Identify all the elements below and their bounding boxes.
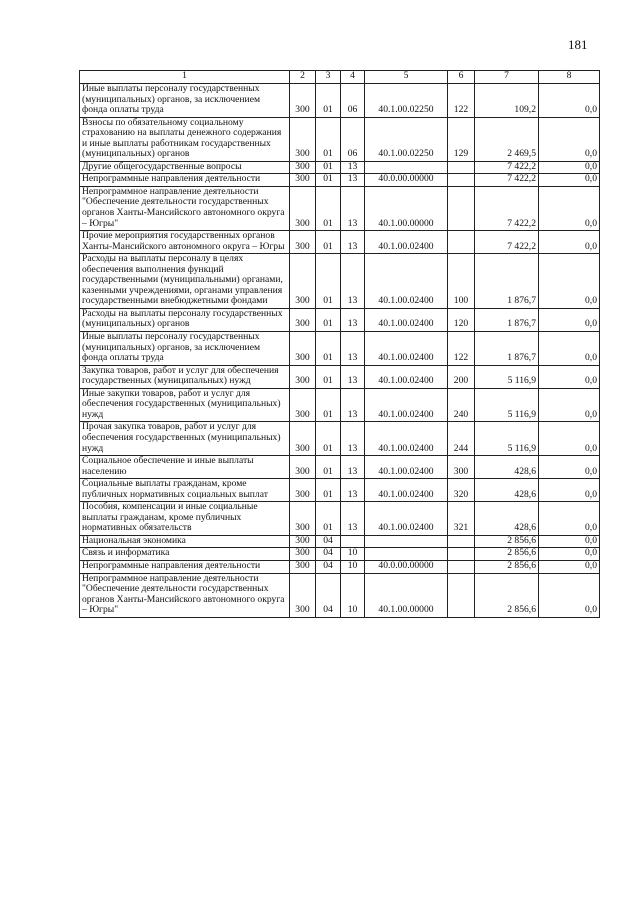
row-gp: 300 <box>290 573 316 617</box>
row-name: Расходы на выплаты персоналу в целях обеспечения выполнения функций государственными (муниципальными) органами, казенными учреждениями, органами управления государственными внебюджетными фондами <box>80 254 290 309</box>
row-vr: 120 <box>448 308 475 331</box>
row-name: Расходы на выплаты персоналу государственных (муниципальных) органов <box>80 308 290 331</box>
row-value: 0,0 <box>539 332 600 366</box>
row-value: 0,0 <box>539 231 600 254</box>
row-pr: 13 <box>341 161 365 174</box>
row-rz: 04 <box>316 548 341 561</box>
row-name: Иные выплаты персоналу государственных (муниципальных) органов, за исключением фонда оплаты труда <box>80 84 290 118</box>
row-csr: 40.1.00.02400 <box>365 332 448 366</box>
row-pr: 10 <box>341 560 365 573</box>
row-gp: 300 <box>290 308 316 331</box>
row-value: 0,0 <box>539 560 600 573</box>
row-sum: 7 422,2 <box>475 161 539 174</box>
row-value: 0,0 <box>539 548 600 561</box>
header-cell-3: 3 <box>316 71 341 84</box>
table-row <box>80 365 600 388</box>
row-pr: 06 <box>341 117 365 161</box>
row-csr: 40.1.00.02250 <box>365 84 448 118</box>
page-number: 181 <box>568 37 588 52</box>
row-name: Непрограммное направление деятельности "Обеспечение деятельности государственных органов Ханты-Мансийского автономного округа – Югры" <box>80 573 290 617</box>
row-sum: 7 422,2 <box>475 231 539 254</box>
row-gp: 300 <box>290 174 316 187</box>
row-value: 0,0 <box>539 84 600 118</box>
row-csr: 40.1.00.00000 <box>365 186 448 230</box>
row-csr: 40.1.00.02400 <box>365 308 448 331</box>
row-pr: 06 <box>341 84 365 118</box>
row-rz: 01 <box>316 365 341 388</box>
row-name: Прочая закупка товаров, работ и услуг для обеспечения государственных (муниципальных) нужд <box>80 422 290 456</box>
row-sum: 109,2 <box>475 84 539 118</box>
row-value: 0,0 <box>539 117 600 161</box>
row-pr: 13 <box>341 186 365 230</box>
row-gp: 300 <box>290 84 316 118</box>
header-cell-8: 8 <box>539 71 600 84</box>
row-value: 0,0 <box>539 161 600 174</box>
row-sum: 1 876,7 <box>475 254 539 309</box>
row-vr: 321 <box>448 502 475 536</box>
row-pr: 13 <box>341 254 365 309</box>
row-name: Иные выплаты персоналу государственных (муниципальных) органов, за исключением фонда оплаты труда <box>80 332 290 366</box>
table-body <box>80 84 600 618</box>
row-sum: 2 856,6 <box>475 548 539 561</box>
header-cell-1: 1 <box>80 71 290 84</box>
header-row <box>80 71 600 84</box>
row-rz: 01 <box>316 332 341 366</box>
row-vr <box>448 161 475 174</box>
row-rz: 01 <box>316 502 341 536</box>
row-pr: 13 <box>341 308 365 331</box>
row-pr: 13 <box>341 365 365 388</box>
table-row <box>80 231 600 254</box>
row-vr <box>448 573 475 617</box>
table-row <box>80 502 600 536</box>
row-name: Непрограммные направления деятельности <box>80 174 290 187</box>
row-value: 0,0 <box>539 388 600 422</box>
row-sum: 7 422,2 <box>475 174 539 187</box>
row-gp: 300 <box>290 365 316 388</box>
row-pr: 13 <box>341 332 365 366</box>
row-csr: 40.0.00.00000 <box>365 174 448 187</box>
row-csr: 40.1.00.02400 <box>365 231 448 254</box>
row-vr: 320 <box>448 479 475 502</box>
table-row <box>80 548 600 561</box>
row-vr: 129 <box>448 117 475 161</box>
row-pr: 10 <box>341 573 365 617</box>
header-cell-2: 2 <box>290 71 316 84</box>
row-value: 0,0 <box>539 365 600 388</box>
row-name: Непрограммные направления деятельности <box>80 560 290 573</box>
header-cell-6: 6 <box>448 71 475 84</box>
row-value: 0,0 <box>539 573 600 617</box>
row-gp: 300 <box>290 560 316 573</box>
row-gp: 300 <box>290 254 316 309</box>
row-csr: 40.1.00.02400 <box>365 502 448 536</box>
row-csr <box>365 548 448 561</box>
row-gp: 300 <box>290 456 316 479</box>
row-value: 0,0 <box>539 308 600 331</box>
row-name: Национальная экономика <box>80 535 290 548</box>
row-sum: 5 116,9 <box>475 388 539 422</box>
row-name: Взносы по обязательному социальному страхованию на выплаты денежного содержания и иные выплаты работникам государственных (муниципальных) органов <box>80 117 290 161</box>
row-pr: 13 <box>341 231 365 254</box>
row-gp: 300 <box>290 535 316 548</box>
row-value: 0,0 <box>539 254 600 309</box>
row-vr <box>448 231 475 254</box>
table-row <box>80 84 600 118</box>
row-name: Непрограммное направление деятельности "Обеспечение деятельности государственных органов Ханты-Мансийского автономного округа – Югры" <box>80 186 290 230</box>
header-cell-7: 7 <box>475 71 539 84</box>
row-name: Социальное обеспечение и иные выплаты населению <box>80 456 290 479</box>
row-csr: 40.1.00.02250 <box>365 117 448 161</box>
row-csr: 40.1.00.02400 <box>365 365 448 388</box>
row-name: Пособия, компенсации и иные социальные выплаты гражданам, кроме публичных нормативных обязательств <box>80 502 290 536</box>
row-rz: 01 <box>316 388 341 422</box>
row-sum: 428,6 <box>475 479 539 502</box>
row-name: Другие общегосударственные вопросы <box>80 161 290 174</box>
row-pr: 13 <box>341 479 365 502</box>
row-gp: 300 <box>290 502 316 536</box>
row-sum: 2 469,5 <box>475 117 539 161</box>
row-pr: 13 <box>341 456 365 479</box>
row-sum: 428,6 <box>475 456 539 479</box>
row-pr: 13 <box>341 502 365 536</box>
row-csr: 40.1.00.00000 <box>365 573 448 617</box>
row-sum: 5 116,9 <box>475 365 539 388</box>
row-vr <box>448 548 475 561</box>
row-csr: 40.1.00.02400 <box>365 479 448 502</box>
row-pr <box>341 535 365 548</box>
table-row <box>80 161 600 174</box>
header-cell-5: 5 <box>365 71 448 84</box>
row-csr: 40.1.00.02400 <box>365 388 448 422</box>
row-vr: 122 <box>448 84 475 118</box>
table-row <box>80 573 600 617</box>
row-value: 0,0 <box>539 456 600 479</box>
row-gp: 300 <box>290 186 316 230</box>
row-sum: 2 856,6 <box>475 535 539 548</box>
row-vr <box>448 535 475 548</box>
row-value: 0,0 <box>539 174 600 187</box>
table-row <box>80 174 600 187</box>
row-gp: 300 <box>290 422 316 456</box>
row-vr: 200 <box>448 365 475 388</box>
table-row <box>80 422 600 456</box>
row-rz: 01 <box>316 174 341 187</box>
row-rz: 01 <box>316 117 341 161</box>
row-rz: 01 <box>316 231 341 254</box>
row-gp: 300 <box>290 117 316 161</box>
row-gp: 300 <box>290 548 316 561</box>
row-value: 0,0 <box>539 479 600 502</box>
row-gp: 300 <box>290 479 316 502</box>
row-sum: 5 116,9 <box>475 422 539 456</box>
row-gp: 300 <box>290 388 316 422</box>
row-value: 0,0 <box>539 422 600 456</box>
row-vr: 100 <box>448 254 475 309</box>
table-row <box>80 117 600 161</box>
row-name: Социальные выплаты гражданам, кроме публичных нормативных социальных выплат <box>80 479 290 502</box>
row-gp: 300 <box>290 231 316 254</box>
row-csr <box>365 535 448 548</box>
row-value: 0,0 <box>539 535 600 548</box>
table-row <box>80 560 600 573</box>
row-csr: 40.1.00.02400 <box>365 254 448 309</box>
row-value: 0,0 <box>539 502 600 536</box>
row-rz: 04 <box>316 573 341 617</box>
row-vr: 240 <box>448 388 475 422</box>
row-name: Связь и информатика <box>80 548 290 561</box>
row-vr: 244 <box>448 422 475 456</box>
row-sum: 428,6 <box>475 502 539 536</box>
row-value: 0,0 <box>539 186 600 230</box>
row-vr: 122 <box>448 332 475 366</box>
table-row <box>80 332 600 366</box>
row-sum: 2 856,6 <box>475 560 539 573</box>
table-row <box>80 456 600 479</box>
row-rz: 01 <box>316 161 341 174</box>
row-gp: 300 <box>290 332 316 366</box>
row-vr <box>448 560 475 573</box>
row-pr: 13 <box>341 422 365 456</box>
budget-table <box>79 70 600 618</box>
row-pr: 10 <box>341 548 365 561</box>
row-csr: 40.1.00.02400 <box>365 422 448 456</box>
row-sum: 7 422,2 <box>475 186 539 230</box>
row-pr: 13 <box>341 388 365 422</box>
row-rz: 04 <box>316 535 341 548</box>
header-cell-4: 4 <box>341 71 365 84</box>
table-row <box>80 388 600 422</box>
row-csr: 40.1.00.02400 <box>365 456 448 479</box>
row-csr: 40.0.00.00000 <box>365 560 448 573</box>
row-rz: 01 <box>316 254 341 309</box>
row-rz: 01 <box>316 186 341 230</box>
row-name: Прочие мероприятия государственных органов Ханты-Мансийского автономного округа – Югры <box>80 231 290 254</box>
table-row <box>80 186 600 230</box>
row-pr: 13 <box>341 174 365 187</box>
table-row <box>80 535 600 548</box>
row-rz: 01 <box>316 456 341 479</box>
row-sum: 1 876,7 <box>475 308 539 331</box>
row-sum: 1 876,7 <box>475 332 539 366</box>
row-rz: 04 <box>316 560 341 573</box>
table-row <box>80 308 600 331</box>
row-vr: 300 <box>448 456 475 479</box>
row-name: Иные закупки товаров, работ и услуг для обеспечения государственных (муниципальных) нужд <box>80 388 290 422</box>
row-rz: 01 <box>316 422 341 456</box>
row-vr <box>448 186 475 230</box>
table-row <box>80 254 600 309</box>
row-rz: 01 <box>316 479 341 502</box>
row-rz: 01 <box>316 308 341 331</box>
row-rz: 01 <box>316 84 341 118</box>
row-vr <box>448 174 475 187</box>
row-csr <box>365 161 448 174</box>
row-gp: 300 <box>290 161 316 174</box>
table-row <box>80 479 600 502</box>
row-sum: 2 856,6 <box>475 573 539 617</box>
row-name: Закупка товаров, работ и услуг для обеспечения государственных (муниципальных) нужд <box>80 365 290 388</box>
